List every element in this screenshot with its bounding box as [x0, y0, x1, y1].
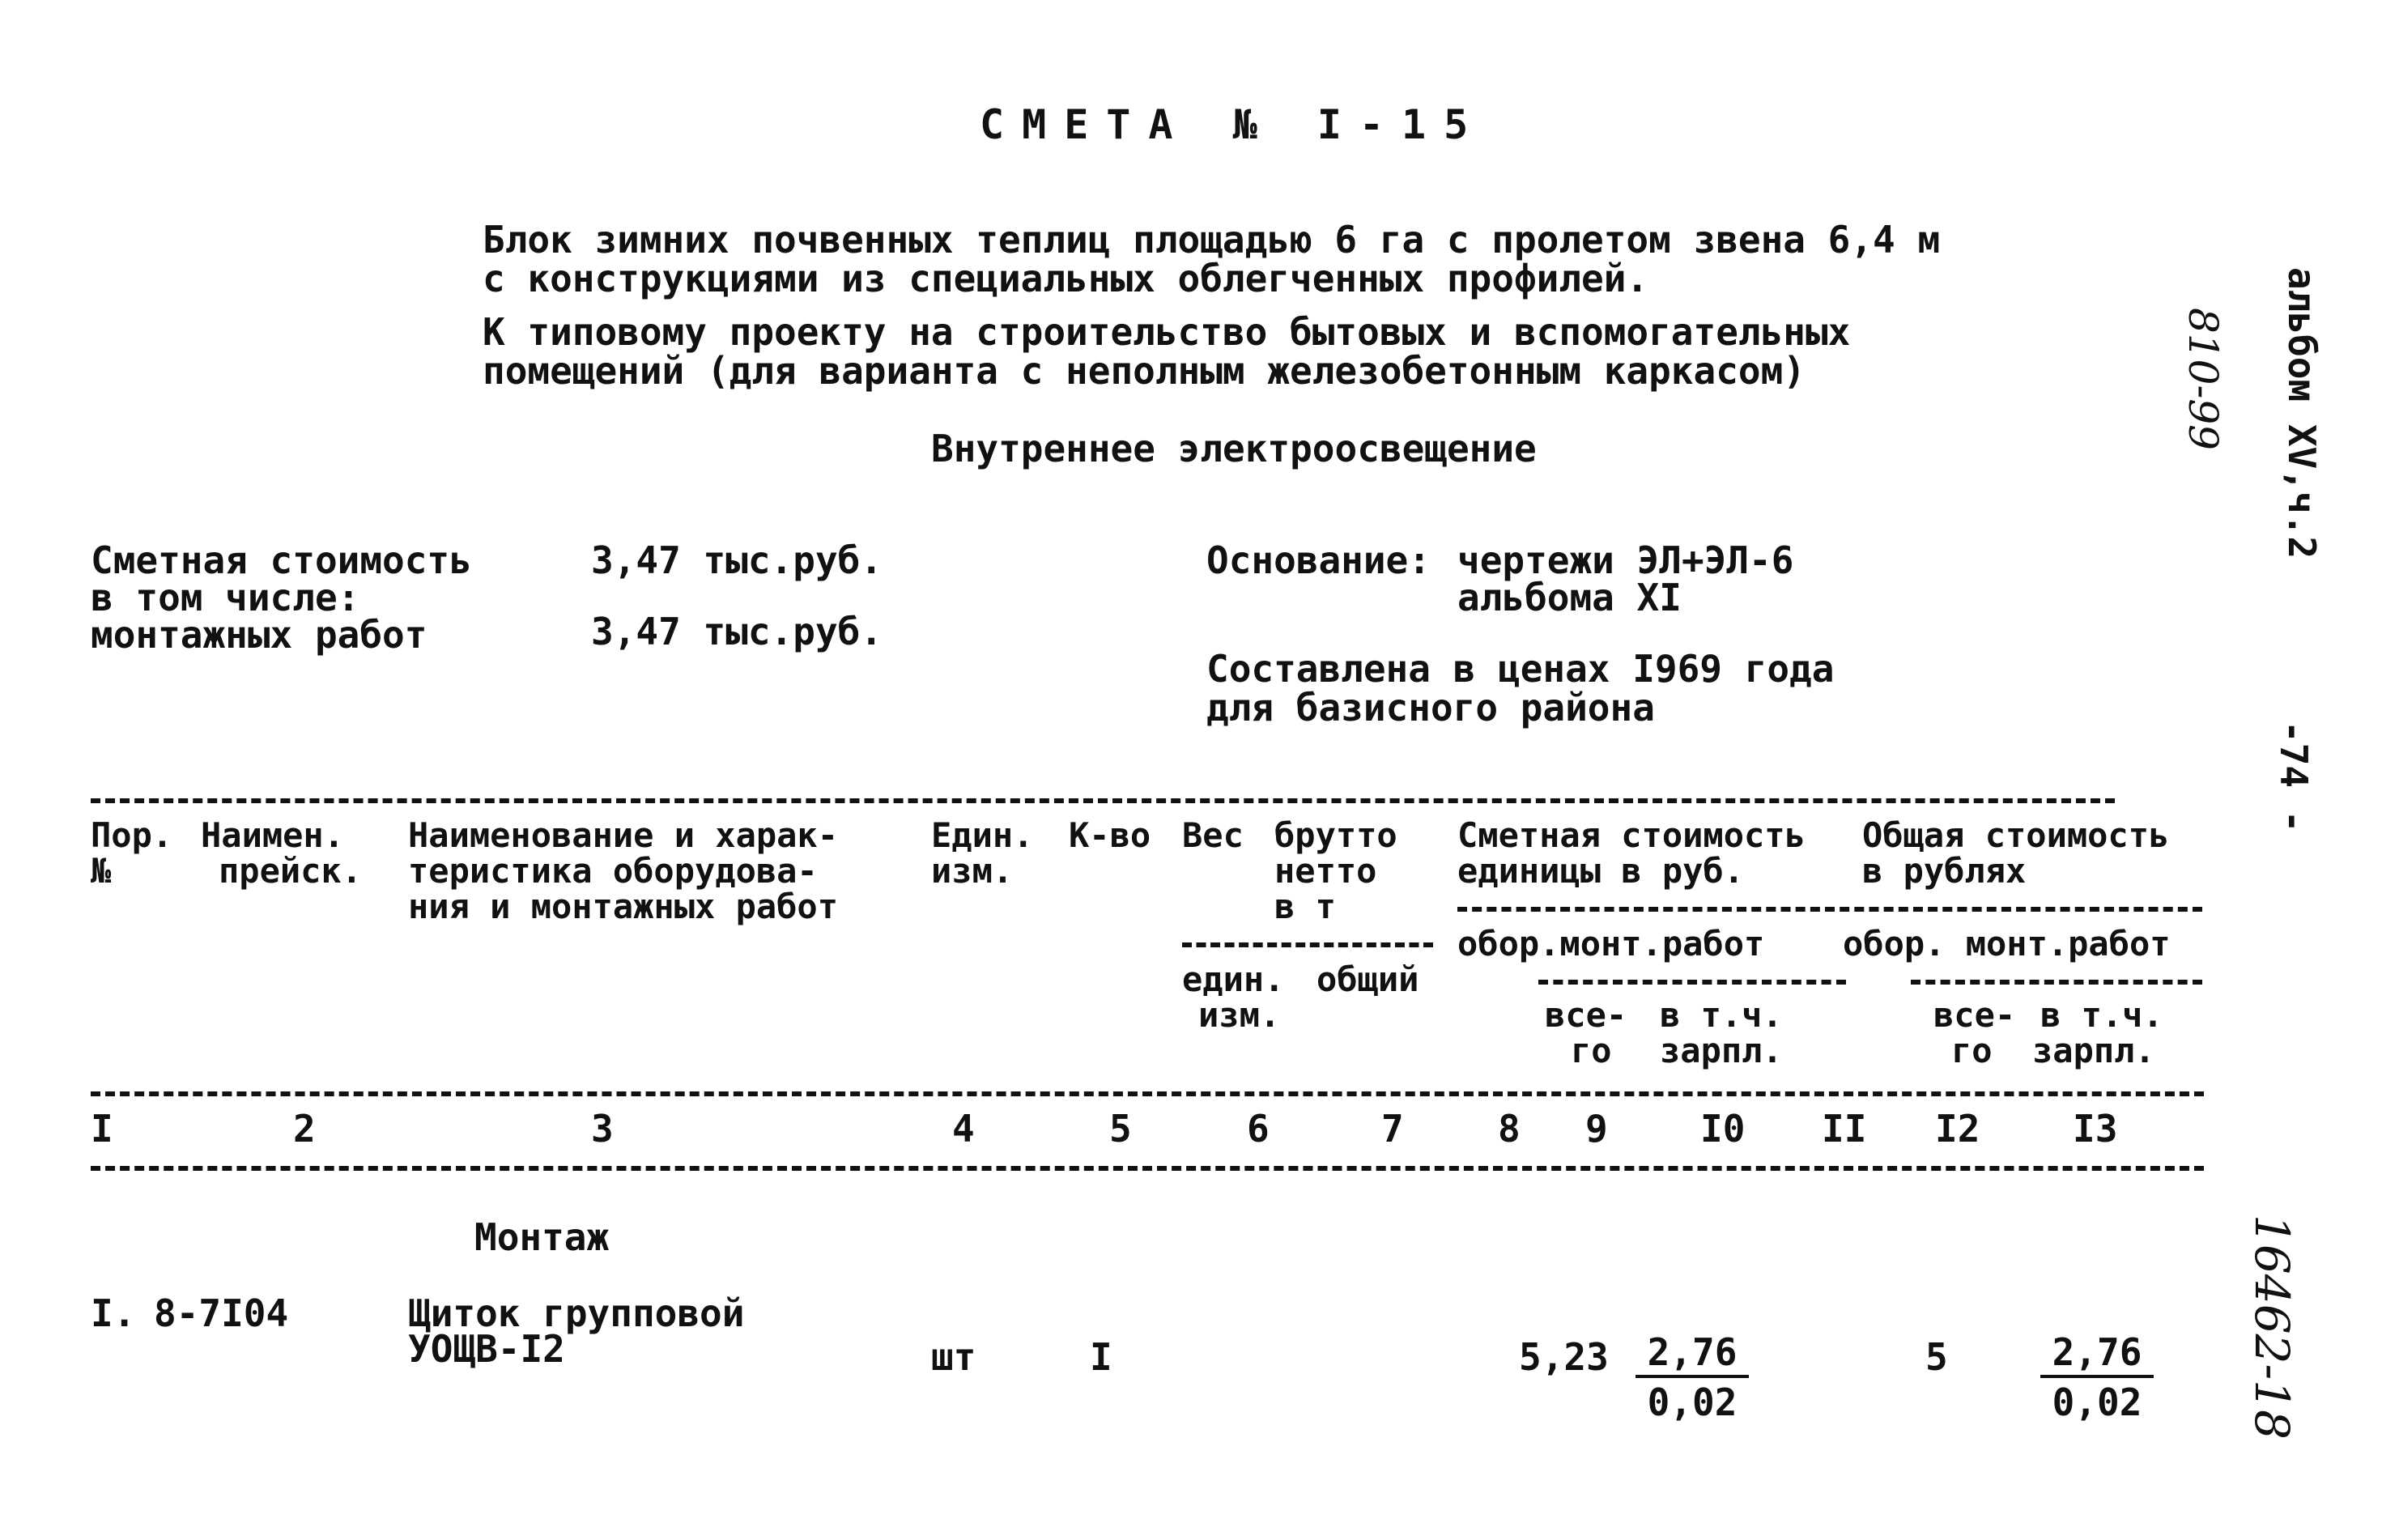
- section-label: Монтаж: [474, 1215, 610, 1259]
- column-number: 4: [952, 1107, 975, 1151]
- prices-line-1: Составлена в ценах I969 года: [1206, 647, 1835, 691]
- margin-code: 810-99: [2180, 308, 2227, 450]
- column-number: I2: [1935, 1107, 1980, 1151]
- row-total-all: 5: [1925, 1335, 1948, 1379]
- column-number: 9: [1585, 1107, 1608, 1151]
- cost-including-label: в том числе:: [91, 576, 360, 619]
- header-unit-all-2: го: [1571, 1031, 1612, 1070]
- table-top-rule: [91, 798, 2115, 803]
- row-name-2: УОЩВ-I2: [408, 1327, 565, 1371]
- row-unit-mont: 2,76: [1635, 1333, 1749, 1378]
- row-unit-total: 5,23: [1519, 1335, 1609, 1379]
- column-number: I0: [1700, 1107, 1746, 1151]
- header-gross: брутто: [1274, 815, 1397, 855]
- column-number: II: [1822, 1107, 1867, 1151]
- header-order-num: Пор.: [91, 815, 173, 855]
- header-quantity: К-во: [1069, 815, 1151, 855]
- description-line-4: помещений (для варианта с неполным железобетонным каркасом): [483, 349, 1806, 393]
- description-line-2: с конструкциями из специальных облегченных профилей.: [483, 257, 1649, 300]
- header-weight: Вес: [1182, 815, 1244, 855]
- row-quantity: I: [1090, 1335, 1112, 1379]
- description-line-1: Блок зимних почвенных теплиц площадью 6 га с пролетом звена 6,4 м: [483, 218, 1941, 262]
- unit-cost-subheader-rule: [1538, 980, 1846, 985]
- header-per-unit: един.: [1182, 959, 1285, 999]
- header-unit-wage-2: зарпл.: [1660, 1031, 1783, 1070]
- header-unit-all: все-: [1545, 995, 1627, 1035]
- description-line-3: К типовому проекту на строительство бытовых и вспомогательных: [483, 310, 1851, 354]
- margin-page: -74 -: [2272, 721, 2316, 833]
- column-number: I: [91, 1107, 113, 1151]
- column-number: 3: [591, 1107, 614, 1151]
- cost-value: 3,47 тыс.руб.: [591, 538, 883, 582]
- header-unit-cost-equip: обор.монт.работ: [1457, 924, 1765, 964]
- header-total-weight: общий: [1316, 959, 1419, 999]
- header-unit-2: изм.: [931, 851, 1014, 891]
- header-unit-cost: Сметная стоимость: [1457, 815, 1806, 855]
- margin-handwritten-number: 16462-18: [2244, 1215, 2299, 1440]
- row-total-mont: 2,76: [2040, 1333, 2154, 1378]
- weight-subheader-rule: [1182, 942, 1433, 947]
- section-title: Внутреннее электроосвещение: [931, 427, 1537, 470]
- column-number: 7: [1381, 1107, 1404, 1151]
- header-price-list: Наимен.: [201, 815, 345, 855]
- header-net: нетто: [1274, 851, 1377, 891]
- header-unit: Един.: [931, 815, 1034, 855]
- column-number: 8: [1498, 1107, 1521, 1151]
- column-number: 5: [1109, 1107, 1132, 1151]
- header-total-cost-equip: обор. монт.работ: [1843, 924, 2171, 964]
- header-name-2: теристика оборудова-: [408, 851, 818, 891]
- row-total-mont-fraction: [2040, 1330, 2154, 1424]
- margin-album: альбом XV,ч.2: [2280, 267, 2324, 559]
- basis-drawings: чертежи ЭЛ+ЭЛ-6: [1457, 538, 1794, 582]
- row-unit: шт: [931, 1335, 976, 1379]
- basis-label: Основание:: [1206, 538, 1431, 582]
- row-unit-mont-fraction: [1635, 1330, 1749, 1424]
- header-in-tons: в т: [1274, 887, 1336, 926]
- header-order-num-sign: №: [91, 851, 112, 891]
- row-name-1: Щиток групповой: [408, 1291, 745, 1335]
- row-price-ref: 8-7I04: [154, 1291, 289, 1335]
- column-number: I3: [2073, 1107, 2118, 1151]
- header-unit-cost-2: единицы в руб.: [1457, 851, 1745, 891]
- column-number: 6: [1247, 1107, 1270, 1151]
- header-price-list-2: прейск.: [219, 851, 363, 891]
- header-total-cost-2: в рублях: [1862, 851, 2027, 891]
- row-unit-wage: 0,02: [1647, 1380, 1738, 1424]
- cost-subheader-rule: [1457, 907, 2202, 912]
- header-total-wage: в т.ч.: [2040, 995, 2163, 1035]
- column-number: 2: [293, 1107, 316, 1151]
- row-number: I.: [91, 1291, 136, 1335]
- header-total-cost: Общая стоимость: [1862, 815, 2170, 855]
- installation-value: 3,47 тыс.руб.: [591, 610, 883, 653]
- header-per-unit-2: изм.: [1198, 995, 1281, 1035]
- document-title: СМЕТА № I-15: [980, 101, 1487, 148]
- header-total-all-2: го: [1951, 1031, 1993, 1070]
- prices-line-2: для базисного района: [1206, 686, 1655, 730]
- header-total-wage-2: зарпл.: [2032, 1031, 2155, 1070]
- column-numbers-rule: [91, 1166, 2204, 1171]
- total-cost-subheader-rule: [1911, 980, 2202, 985]
- installation-label: монтажных работ: [91, 613, 427, 657]
- row-total-wage: 0,02: [2052, 1380, 2142, 1424]
- header-unit-wage: в т.ч.: [1660, 995, 1783, 1035]
- header-total-all: все-: [1933, 995, 2016, 1035]
- header-bottom-rule: [91, 1091, 2204, 1096]
- basis-album: альбома XI: [1457, 576, 1682, 619]
- header-name-1: Наименование и харак-: [408, 815, 839, 855]
- cost-label: Сметная стоимость: [91, 538, 472, 582]
- header-name-3: ния и монтажных работ: [408, 887, 839, 926]
